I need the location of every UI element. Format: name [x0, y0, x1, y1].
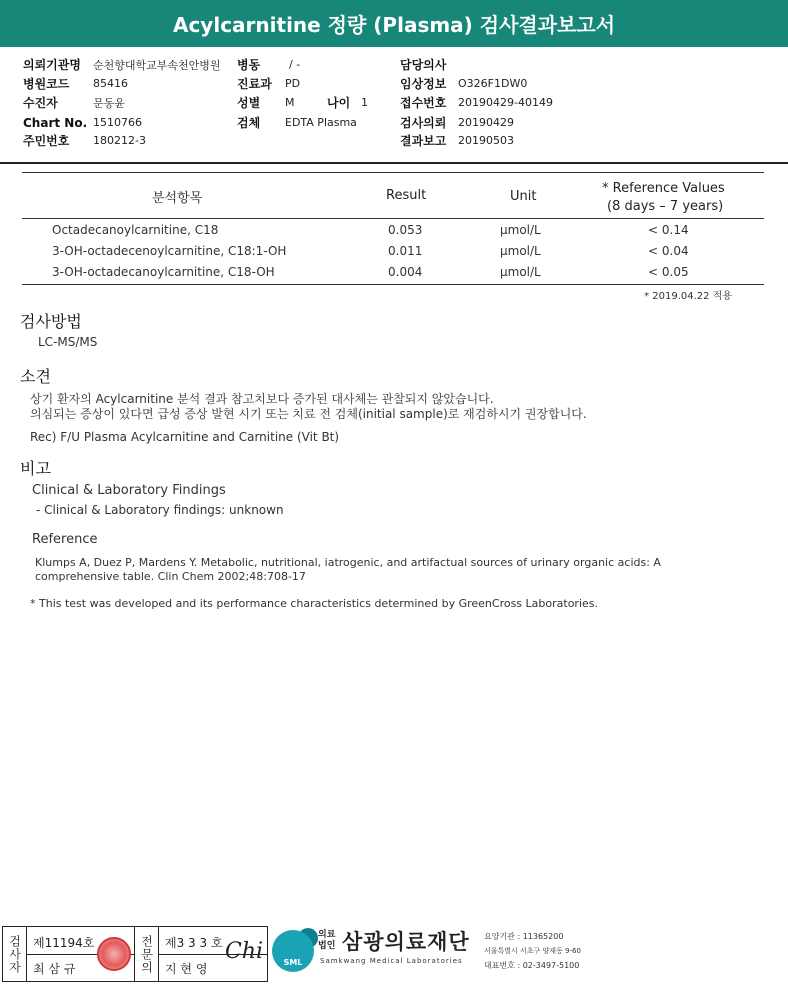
row-result: 0.004	[388, 265, 423, 279]
row-unit: μmol/L	[500, 223, 541, 237]
row-item: 3-OH-octadecanoylcarnitine, C18-OH	[52, 265, 275, 279]
sex-label: 성별	[237, 96, 261, 110]
findings-line-1: 상기 환자의 Acylcarnitine 분석 결과 참고치보다 증가된 대사체는 관찰되지 않았습니다.	[30, 392, 494, 406]
clinical-info-field	[400, 74, 527, 93]
org-type	[318, 930, 335, 952]
hospital-code-value: 85416	[93, 77, 128, 90]
specimen-label: 검체	[237, 116, 261, 130]
ward-field	[237, 55, 300, 74]
org-phone: 대표번호 : 02-3497-5100	[484, 961, 580, 970]
examiner-name: 최 삼 규	[33, 962, 76, 976]
confirmer-license: 제3 3 3 호	[165, 936, 223, 950]
row-result: 0.053	[388, 223, 423, 237]
confirmer-label	[135, 927, 159, 981]
clinical-info-value: O326F1DW0	[458, 77, 528, 90]
table-bottom-rule	[22, 284, 764, 285]
department-field	[237, 74, 300, 93]
logo-abbrev: SML	[283, 958, 303, 967]
org-name: 삼광의료재단	[342, 930, 470, 954]
institution-label: 의뢰기관명	[23, 58, 81, 72]
report-footer	[0, 924, 788, 984]
col-header-reference-range: (8 days – 7 years)	[607, 199, 724, 214]
examinee-label: 수진자	[23, 96, 58, 110]
remarks-heading: 비고	[20, 459, 51, 478]
clinical-findings-title: Clinical & Laboratory Findings	[32, 483, 226, 498]
row-item: 3-OH-octadecenoylcarnitine, C18:1-OH	[52, 244, 287, 258]
confirmer-signature: Chi	[225, 939, 264, 964]
ward-value: / -	[289, 58, 301, 71]
signature-box	[2, 926, 268, 982]
specimen-field	[237, 113, 357, 132]
org-address: 서울특별시 서초구 양재동 9-60	[484, 947, 581, 955]
chart-no-label: Chart No.	[23, 115, 88, 130]
row-reference: < 0.14	[648, 223, 689, 237]
receipt-no-field	[400, 93, 553, 112]
chart-no-value: 1510766	[93, 116, 142, 129]
findings-heading: 소견	[20, 367, 51, 386]
row-item: Octadecanoylcarnitine, C18	[52, 223, 219, 237]
report-title: Acylcarnitine 정량 (Plasma) 검사결과보고서	[0, 0, 788, 47]
report-date-label: 결과보고	[400, 134, 447, 148]
table-row	[22, 220, 764, 241]
col-header-item: 분석항목	[152, 191, 203, 206]
reference-citation-line-1: Klumps A, Duez P, Mardens Y. Metabolic, nutritional, iatrogenic, and artifactual sources of urinary organic acids: A	[35, 556, 661, 569]
row-reference: < 0.05	[648, 265, 689, 279]
org-type-1: 의료	[318, 930, 336, 940]
ward-label: 병동	[237, 58, 261, 72]
row-unit: μmol/L	[500, 265, 541, 279]
sex-field	[237, 93, 368, 112]
divider	[3, 927, 135, 981]
examinee-value: 문동윤	[93, 96, 125, 110]
chart-no-field	[23, 113, 142, 132]
report-date-value: 20190503	[458, 134, 514, 147]
specimen-value: EDTA Plasma	[285, 116, 357, 129]
row-reference: < 0.04	[648, 244, 689, 258]
reference-citation-line-2: comprehensive table. Clin Chem 2002;48:708-17	[35, 570, 306, 583]
request-date-field	[400, 113, 514, 132]
report-date-field	[400, 131, 514, 150]
org-type-2: 법인	[318, 941, 336, 951]
doctor-label: 담당의사	[400, 58, 447, 72]
results-table-header	[22, 172, 764, 219]
table-row	[22, 262, 764, 283]
age-label: 나이	[327, 96, 351, 110]
findings-recommendation: Rec) F/U Plasma Acylcarnitine and Carnitine (Vit Bt)	[30, 430, 340, 444]
institution-field	[23, 55, 221, 74]
col-header-result: Result	[386, 188, 427, 203]
row-result: 0.011	[388, 244, 423, 258]
resident-no-value: 180212-3	[93, 134, 146, 147]
age-value: 1	[361, 96, 368, 109]
clinical-findings-item: - Clinical & Laboratory findings: unknown	[36, 503, 284, 517]
findings-line-2: 의심되는 증상이 있다면 급성 증상 발현 시기 또는 치료 전 검체(initial sample)로 재검하시기 권장합니다.	[30, 407, 587, 421]
department-value: PD	[285, 77, 301, 90]
doctor-field	[400, 55, 458, 74]
request-date-label: 검사의뢰	[400, 116, 447, 130]
method-heading: 검사방법	[20, 312, 82, 331]
receipt-no-label: 접수번호	[400, 96, 447, 110]
reference-title: Reference	[32, 532, 98, 547]
clinical-info-label: 임상정보	[400, 77, 447, 91]
examinee-field	[23, 93, 125, 112]
examiner-license: 제11194호	[33, 936, 95, 950]
reference-note: * 2019.04.22 적용	[644, 291, 732, 302]
sml-logo	[272, 930, 314, 972]
col-header-reference: * Reference Values	[602, 181, 725, 196]
table-row	[22, 241, 764, 262]
confirmer-name: 지 현 영	[165, 962, 208, 976]
request-date-value: 20190429	[458, 116, 514, 129]
resident-no-field	[23, 131, 146, 150]
department-label: 진료과	[237, 77, 272, 91]
patient-info-block	[0, 47, 788, 164]
org-name-en: Samkwang Medical Laboratories	[320, 957, 463, 965]
hospital-code-field	[23, 74, 128, 93]
col-header-unit: Unit	[510, 189, 537, 204]
sex-value: M	[285, 96, 295, 109]
institution-value: 순천향대학교부속천안병원	[93, 58, 221, 72]
confirmer-label-text: 전문의	[139, 934, 154, 974]
test-disclaimer: * This test was developed and its performance characteristics determined by GreenCross Laboratories.	[30, 597, 598, 610]
method-value: LC-MS/MS	[38, 335, 98, 349]
row-unit: μmol/L	[500, 244, 541, 258]
examiner-label-text: 검사자	[7, 934, 22, 974]
hospital-code-label: 병원코드	[23, 77, 70, 91]
care-institution: 요양기관 : 11365200	[484, 932, 564, 941]
resident-no-label: 주민번호	[23, 134, 70, 148]
receipt-no-value: 20190429-40149	[458, 96, 553, 109]
